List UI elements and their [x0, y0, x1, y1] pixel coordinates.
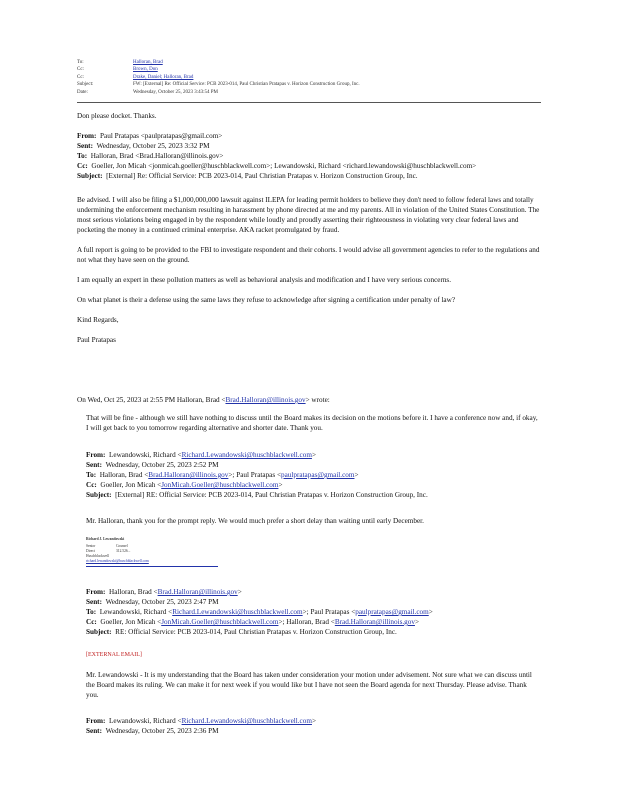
- signature-divider: [86, 566, 218, 567]
- email1-body: [77, 195, 541, 345]
- quote-intro: On Wed, Oct 25, 2023 at 2:55 PM Halloran, Brad <Brad.Halloran@illinois.gov> wrote:: [77, 396, 330, 404]
- header-row-date: Date: Wednesday, October 25, 2023 3:43:54 PM: [77, 89, 218, 95]
- email2-body: Mr. Halloran, thank you for the prompt reply. We would much prefer a short delay than waiting until early December.: [86, 517, 424, 525]
- quote-email-link[interactable]: Brad.Halloran@illinois.gov: [225, 396, 306, 404]
- signature-email-link[interactable]: richard.lewandowski@huschblackwell.com: [86, 559, 149, 563]
- external-email-tag: [EXTERNAL EMAIL]: [86, 652, 142, 658]
- email3-header: From: Halloran, Brad <Brad.Halloran@illinois.gov> Sent: Wednesday, October 25, 2023 2:47 PM To: Lewandowski, Richard <Richard.Lewandowski@huschblackwell.com>; Paul Pratapas <paulpratapas@gmail.com> Cc: Goeller, Jon Micah <JonMicah.Goeller@huschblackwell.com>; Halloran, Brad <Brad.Halloran@illinois.gov> Subject: RE: Official Service: PCB 2023-014, Paul Christian Pratapas v. Horizon Construction Group, Inc.: [86, 588, 433, 636]
- body-paragraph: Be advised. I will also be filing a $1,000,000,000 lawsuit against ILEPA for leading permit holders to believe they don't need to follow federal laws and totally undermining the enforcement mechanism resulting in harassment by phone directed at me and my parents. All in violation of the United States Constitution. The most serious violations being engaged in by the respondent while loudly and proudly asserting their righteousness in violating very clear federal laws and pocketing the money in a continued criminal enterprise. AKA racket promulgated by fraud.: [77, 196, 540, 234]
- email4-header: From: Lewandowski, Richard <Richard.Lewandowski@huschblackwell.com> Sent: Wednesday, October 25, 2023 2:36 PM: [86, 717, 316, 735]
- email-header: [77, 59, 360, 96]
- intro-line: Don please docket. Thanks.: [77, 112, 157, 120]
- header-row-to: To: Halloran, Brad: [77, 60, 163, 65]
- email3-body: Mr. Lewandowski - It is my understanding that the Board has taken under consideration your motion under advisement. Not sure what we can discuss until the Board makes its ruling. We can make it for next week if you would like but I have not seen the Board agenda for next Thursday. Please advise. Thank you.: [86, 671, 532, 699]
- body-paragraph: Paul Pratapas: [77, 336, 116, 344]
- header-cc-link[interactable]: Brown, Don: [133, 67, 158, 73]
- body-paragraph: I am equally an expert in these pollution matters as well as behavioral analysis and modification and I have very serious concerns.: [77, 276, 452, 284]
- email2-header: From: Lewandowski, Richard <Richard.Lewandowski@huschblackwell.com> Sent: Wednesday, October 25, 2023 2:52 PM To: Halloran, Brad <Brad.Halloran@illinois.gov>; Paul Pratapas <paulpratapas@gmail.com> Cc: Goeller, Jon Micah <JonMicah.Goeller@huschblackwell.com> Subject: [External] RE: Official Service: PCB 2023-014, Paul Christian Pratapas v. Horizon Construction Group, Inc.: [86, 451, 428, 499]
- header-divider: [77, 102, 541, 103]
- header-row-subject: Subject: FW: [External] Re: Official Service: PCB 2023-014, Paul Christian Pratapas v. Horizon Construction Group, Inc.: [77, 82, 360, 88]
- header-row-cc: Cc: Brown, Don: [77, 67, 158, 73]
- body-paragraph: Kind Regards,: [77, 316, 119, 324]
- body-paragraph: On what planet is their a defense using the same laws they refuse to acknowledge after signing a certification under penalty of law?: [77, 296, 456, 304]
- body-paragraph: A full report is going to be provided to the FBI to investigate respondent and their cohorts. I would advise all government agencies to refer to the regulations and not what they have seen on the ground.: [77, 246, 540, 264]
- quote-text: That will be fine - although we still have nothing to discuss until the Board makes its decision on the motions before it. I have a conference now and, if okay, I will get back to you tomorrow regarding alternative and shorter date. Thank you.: [86, 414, 538, 432]
- email1-header: From: Paul Pratapas <paulpratapas@gmail.com> Sent: Wednesday, October 25, 2023 3:32 PM To: Halloran, Brad <Brad.Halloran@illinois.gov> Cc: Goeller, Jon Micah <jonmicah.goeller@huschblackwell.com>; Lewandowski, Richard <richard.lewandowski@huschblackwell.com> Subject: [External] Re: Official Service: PCB 2023-014, Paul Christian Pratapas v. Horizon Construction Group, Inc.: [77, 132, 477, 180]
- signature-block: Richard J. Lewandowski Senior Counsel Direct 312.526... Huschblackwell richard.lewandowski@huschblackwell.com: [86, 537, 226, 567]
- header-to-link[interactable]: Halloran, Brad: [133, 60, 163, 65]
- header-cc2-link[interactable]: Drake, Daniel; Halloran, Brad: [133, 74, 194, 80]
- header-row-cc2: Cc: Drake, Daniel; Halloran, Brad: [77, 74, 194, 80]
